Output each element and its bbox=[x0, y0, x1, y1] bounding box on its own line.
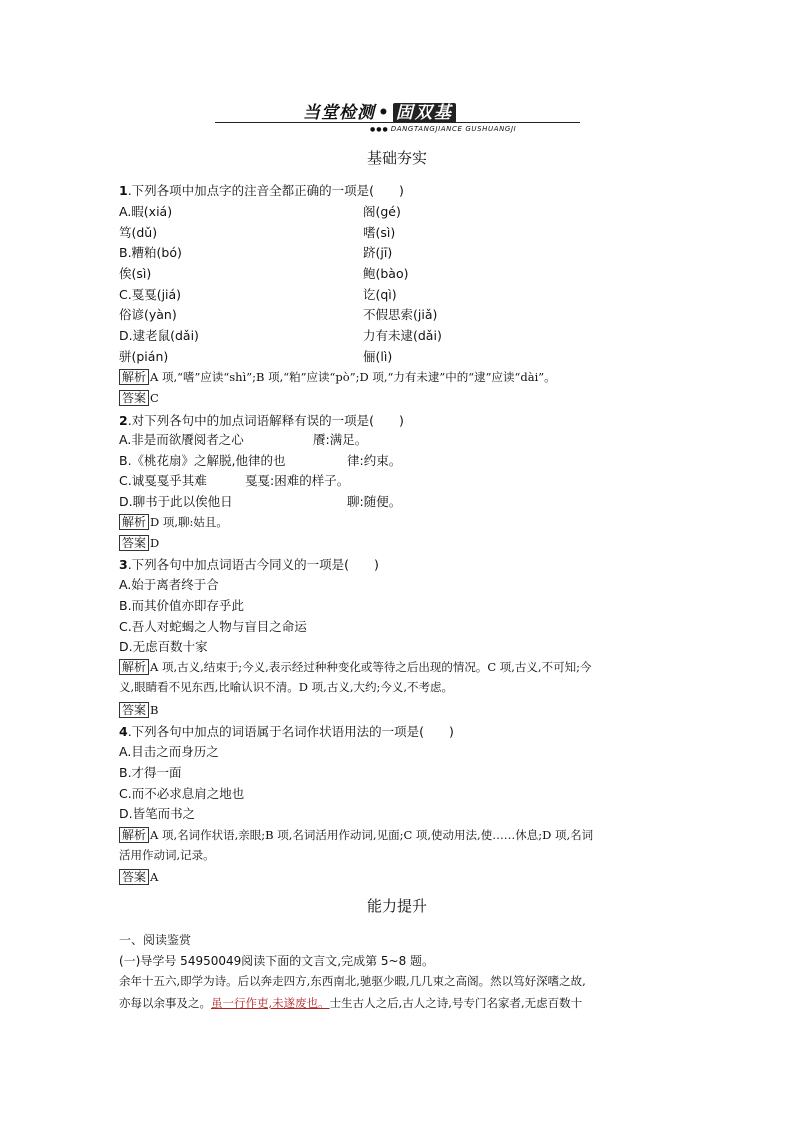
q4-option: B.才得一面 bbox=[119, 765, 182, 780]
q1-row-left: B.糟粕(bó) bbox=[119, 245, 182, 260]
q4-analysis bbox=[119, 825, 679, 865]
q4-option: D.皆笔而书之 bbox=[119, 806, 196, 821]
analysis-tag: 解析 bbox=[119, 514, 149, 530]
q1-row bbox=[119, 349, 393, 365]
q1-answer bbox=[119, 388, 679, 408]
q1-row bbox=[119, 287, 397, 303]
page-header bbox=[215, 98, 580, 134]
q1-row-right: 鲍(bào) bbox=[363, 266, 409, 281]
passage-line2-pre: 亦每以余事及之。 bbox=[119, 996, 211, 1010]
answer-tag: 答案 bbox=[119, 869, 149, 885]
q1-row-right: 跻(jī) bbox=[363, 245, 393, 260]
q3-analysis-line1: A 项,古义,结束于;今义,表示经过种种变化或等待之后出现的情况。C 项,古义,不可知;今 bbox=[150, 660, 592, 674]
q2-stem bbox=[119, 413, 404, 429]
header-bullets: ●●● bbox=[370, 126, 389, 133]
q4-option: C.而不必求息肩之地也 bbox=[119, 786, 245, 801]
q3-analysis-line2: 义,眼睛看不见东西,比喻认识不清。D 项,古义,大约;今义,不考虑。 bbox=[119, 680, 454, 694]
q3-analysis bbox=[119, 657, 679, 697]
q3-answer-text: B bbox=[150, 703, 159, 717]
analysis-tag: 解析 bbox=[119, 659, 149, 675]
q2-option bbox=[119, 494, 402, 510]
q2-answer-text: D bbox=[150, 536, 160, 550]
q2-analysis-text: D 项,聊:姑且。 bbox=[150, 515, 228, 529]
q4-stem-text: .下列各句中加点的词语属于名词作状语用法的一项是( ) bbox=[127, 724, 454, 739]
section-title-ability: 能力提升 bbox=[366, 897, 427, 915]
q4-stem bbox=[119, 724, 454, 740]
q1-row bbox=[119, 266, 409, 282]
q4-option: A.目击之而身历之 bbox=[119, 744, 219, 759]
header-title bbox=[303, 98, 456, 123]
q2-option-gloss: 餍:满足。 bbox=[313, 432, 368, 447]
q1-row-left: 俗谚(yàn) bbox=[119, 307, 177, 322]
q1-stem-text: .下列各项中加点字的注音全都正确的一项是( ) bbox=[127, 183, 404, 198]
q1-number: 1 bbox=[119, 183, 128, 198]
q1-row-left: 骈(pián) bbox=[119, 349, 169, 364]
q2-option bbox=[119, 432, 368, 448]
header-rule bbox=[215, 122, 580, 123]
q1-row-right: 阁(gé) bbox=[363, 204, 401, 219]
header-subtitle bbox=[370, 125, 516, 133]
q2-number: 2 bbox=[119, 413, 128, 428]
analysis-tag: 解析 bbox=[119, 827, 149, 843]
q3-number: 3 bbox=[119, 557, 128, 572]
q3-option: C.吾人对蛇蝎之人物与盲目之命运 bbox=[119, 619, 307, 634]
q2-option-text: D.聊书于此以俟他日 bbox=[119, 494, 233, 509]
q3-option: B.而其价值亦即存乎此 bbox=[119, 598, 245, 613]
q3-stem bbox=[119, 557, 379, 573]
q4-analysis-line2: 活用作动词,记录。 bbox=[119, 848, 215, 862]
q4-analysis-line1: A 项,名词作状语,亲眼;B 项,名词活用作动词,见面;C 项,使动用法,使……休息;D 项,名词 bbox=[150, 828, 594, 842]
q1-row-left: 笃(dǔ) bbox=[119, 225, 158, 240]
passage-line1: 余年十五六,即学为诗。后以奔走四方,东西南北,驰驱少暇,几几束之高阁。然以笃好深嗜之故, bbox=[119, 974, 586, 988]
q4-number: 4 bbox=[119, 724, 128, 739]
q1-row-right: 俪(lì) bbox=[363, 349, 393, 364]
q4-answer-text: A bbox=[150, 870, 159, 884]
q2-option-gloss: 聊:随便。 bbox=[347, 494, 402, 509]
q1-row bbox=[119, 328, 442, 344]
q1-row bbox=[119, 204, 401, 220]
q1-row-left: D.逮老鼠(dǎi) bbox=[119, 328, 199, 343]
reading-passage bbox=[119, 970, 684, 1014]
q2-option-gloss: 律:约束。 bbox=[347, 453, 402, 468]
q3-option: A.始于离者终于合 bbox=[119, 577, 219, 592]
q1-row-left: C.戛戛(jiá) bbox=[119, 287, 182, 302]
passage-line2-post: 士生古人之后,古人之诗,号专门名家者,无虑百数十 bbox=[329, 996, 583, 1010]
answer-tag: 答案 bbox=[119, 535, 149, 551]
q1-row-right: 不假思索(jiǎ) bbox=[363, 307, 438, 322]
q2-option-text: A.非是而欲餍阅者之心 bbox=[119, 432, 244, 447]
q3-answer bbox=[119, 700, 679, 720]
q1-analysis-text: A 项,“嗜”应读“shì”;B 项,“粕”应读“pò”;D 项,“力有未逮”中的“逮”应读“dài”。 bbox=[150, 370, 556, 384]
q2-option-gloss: 戛戛:困难的样子。 bbox=[245, 473, 350, 488]
header-title-part1: 当堂检测 bbox=[303, 103, 375, 123]
q2-option-text: C.诚戛戛乎其难 bbox=[119, 473, 207, 488]
q1-analysis bbox=[119, 367, 679, 387]
q2-answer bbox=[119, 533, 679, 553]
q4-answer bbox=[119, 867, 679, 887]
reading-intro: (一)导学号 54950049阅读下面的文言文,完成第 5~8 题。 bbox=[119, 954, 435, 968]
passage-underlined-sentence: 虽一行作吏,未遂废也。 bbox=[211, 996, 330, 1010]
q1-answer-text: C bbox=[150, 391, 159, 405]
answer-tag: 答案 bbox=[119, 702, 149, 718]
q1-row-right: 讫(qì) bbox=[363, 287, 397, 302]
q2-option bbox=[119, 473, 350, 489]
section-title-basic: 基础夯实 bbox=[366, 149, 427, 167]
header-title-dot: • bbox=[378, 103, 390, 123]
q2-option-text: B.《桃花扇》之解脱,他律的也 bbox=[119, 453, 286, 468]
reading-heading: 一、阅读鉴赏 bbox=[119, 933, 192, 947]
q1-stem bbox=[119, 183, 404, 199]
q1-row bbox=[119, 245, 393, 261]
q1-row-left: A.暇(xiá) bbox=[119, 204, 173, 219]
q2-analysis bbox=[119, 512, 679, 532]
analysis-tag: 解析 bbox=[119, 369, 149, 385]
q1-row bbox=[119, 225, 396, 241]
q1-row-right: 力有未逮(dǎi) bbox=[363, 328, 442, 343]
q2-option bbox=[119, 453, 402, 469]
header-title-part2: 固双基 bbox=[393, 103, 456, 123]
q3-stem-text: .下列各句中加点词语古今同义的一项是( ) bbox=[127, 557, 379, 572]
q3-option: D.无虑百数十家 bbox=[119, 639, 208, 654]
q1-row-right: 嗜(sì) bbox=[363, 225, 396, 240]
header-subtitle-text: DANGTANGJIANCE GUSHUANGJI bbox=[390, 125, 517, 133]
q2-stem-text: .对下列各句中的加点词语解释有误的一项是( ) bbox=[127, 413, 404, 428]
answer-tag: 答案 bbox=[119, 390, 149, 406]
q1-row-left: 俟(sì) bbox=[119, 266, 152, 281]
q1-row bbox=[119, 307, 438, 323]
